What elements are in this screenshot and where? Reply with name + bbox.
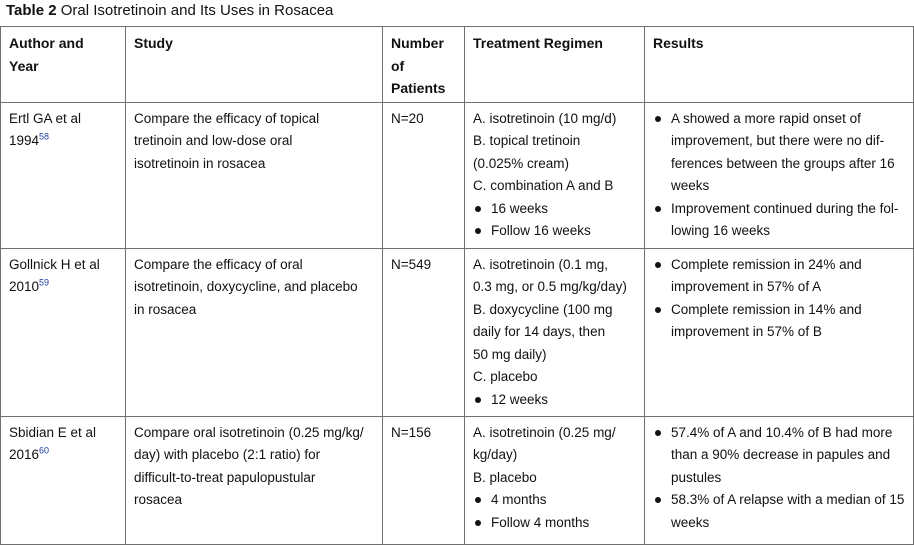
cell-patients: N=20 xyxy=(383,102,465,248)
regimen-line: B. doxycycline (100 mg xyxy=(473,301,613,317)
result-line: Improvement continued during the fol- xyxy=(671,200,899,216)
study-line: Compare the efficacy of oral xyxy=(134,256,303,272)
study-line: Compare the efficacy of topical xyxy=(134,110,320,126)
study-line: isotretinoin, doxycycline, and placebo xyxy=(134,279,358,294)
table-title: Oral Isotretinoin and Its Uses in Rosacea xyxy=(60,2,334,19)
regimen-line: A. isotretinoin (0.25 mg/ xyxy=(473,424,616,440)
header-patients: Number of Patients xyxy=(383,27,465,103)
table-row xyxy=(1,416,914,544)
author-name: Ertl GA et al xyxy=(9,110,82,126)
regimen-line: daily for 14 days, then xyxy=(473,324,606,339)
result-bullet xyxy=(653,489,905,534)
result-line: weeks xyxy=(671,514,710,530)
regimen-bullet: Follow 16 weeks xyxy=(473,220,636,243)
regimen-line: C. combination A and B xyxy=(473,178,614,193)
regimen-line: 0.3 mg, or 0.5 mg/kg/day) xyxy=(473,279,627,294)
reference-number: 58 xyxy=(39,131,50,142)
cell-author-year xyxy=(1,416,126,544)
study-line: difficult-to-treat papulopustular xyxy=(134,469,316,485)
result-line: than a 90% decrease in papules and xyxy=(671,447,891,462)
regimen-bullet: 4 months xyxy=(473,489,636,512)
cell-patients: N=549 xyxy=(383,248,465,416)
regimen-line: kg/day) xyxy=(473,447,518,462)
table-row xyxy=(1,102,914,248)
cell-author-year xyxy=(1,248,126,416)
result-line: 58.3% of A relapse with a median of 15 xyxy=(671,492,905,507)
header-regimen: Treatment Regimen xyxy=(465,27,645,103)
regimen-line: (0.025% cream) xyxy=(473,155,570,171)
publication-year: 2010$^{59}$ xyxy=(9,277,50,294)
study-line: tretinoin and low-dose oral xyxy=(134,133,293,148)
header-row xyxy=(1,27,914,103)
result-line: Complete remission in 24% and xyxy=(671,256,862,272)
result-line: A showed a more rapid onset of xyxy=(671,110,861,126)
result-bullet xyxy=(653,108,905,198)
result-bullet xyxy=(653,299,905,344)
header-results: Results xyxy=(645,27,914,103)
cell-results xyxy=(645,102,914,248)
regimen-line: B. placebo xyxy=(473,469,537,485)
table-caption xyxy=(6,1,333,21)
regimen-line: A. isotretinoin (0.1 mg, xyxy=(473,256,609,272)
table-label: Table 2 xyxy=(6,2,57,19)
result-line: improvement in 57% of B xyxy=(671,324,822,339)
result-line: weeks xyxy=(671,178,710,193)
result-line: improvement, but there were no dif- xyxy=(671,133,885,148)
author-name: Sbidian E et al xyxy=(9,424,97,440)
cell-study xyxy=(126,102,383,248)
study-line: in rosacea xyxy=(134,301,197,317)
header-author-year: Author and Year xyxy=(1,27,126,103)
cell-results xyxy=(645,248,914,416)
result-bullet xyxy=(653,254,905,299)
result-bullet xyxy=(653,198,905,243)
cell-author-year xyxy=(1,102,126,248)
cell-regimen xyxy=(465,416,645,544)
cell-study xyxy=(126,416,383,544)
reference-number: 59 xyxy=(39,277,50,288)
result-bullet xyxy=(653,422,905,490)
study-line: Compare oral isotretinoin (0.25 mg/kg/ xyxy=(134,424,364,440)
result-line: pustules xyxy=(671,469,722,485)
regimen-line: C. placebo xyxy=(473,369,538,384)
result-line: lowing 16 weeks xyxy=(671,223,771,238)
study-line: day) with placebo (2:1 ratio) for xyxy=(134,447,321,462)
result-line: improvement in 57% of A xyxy=(671,279,822,294)
regimen-line: B. topical tretinoin xyxy=(473,133,581,148)
cell-regimen xyxy=(465,102,645,248)
regimen-line: A. isotretinoin (10 mg/d) xyxy=(473,110,617,126)
study-line: isotretinoin in rosacea xyxy=(134,155,266,171)
regimen-line: 50 mg daily) xyxy=(473,346,547,362)
cell-study xyxy=(126,248,383,416)
header-study: Study xyxy=(126,27,383,103)
regimen-bullet: Follow 4 months xyxy=(473,512,636,535)
publication-year: 1994$^{58}$ xyxy=(9,131,50,148)
regimen-bullet: 12 weeks xyxy=(473,389,636,412)
result-line: Complete remission in 14% and xyxy=(671,301,862,317)
reference-number: 60 xyxy=(39,445,50,456)
result-line: 57.4% of A and 10.4% of B had more xyxy=(671,424,893,440)
rosacea-isotretinoin-table xyxy=(0,26,914,545)
result-line: ferences between the groups after 16 xyxy=(671,155,895,171)
publication-year: 2016$^{60}$ xyxy=(9,445,50,462)
author-name: Gollnick H et al xyxy=(9,256,100,272)
regimen-bullet: 16 weeks xyxy=(473,198,636,221)
cell-patients: N=156 xyxy=(383,416,465,544)
table-row xyxy=(1,248,914,416)
cell-regimen xyxy=(465,248,645,416)
study-line: rosacea xyxy=(134,492,183,507)
cell-results xyxy=(645,416,914,544)
